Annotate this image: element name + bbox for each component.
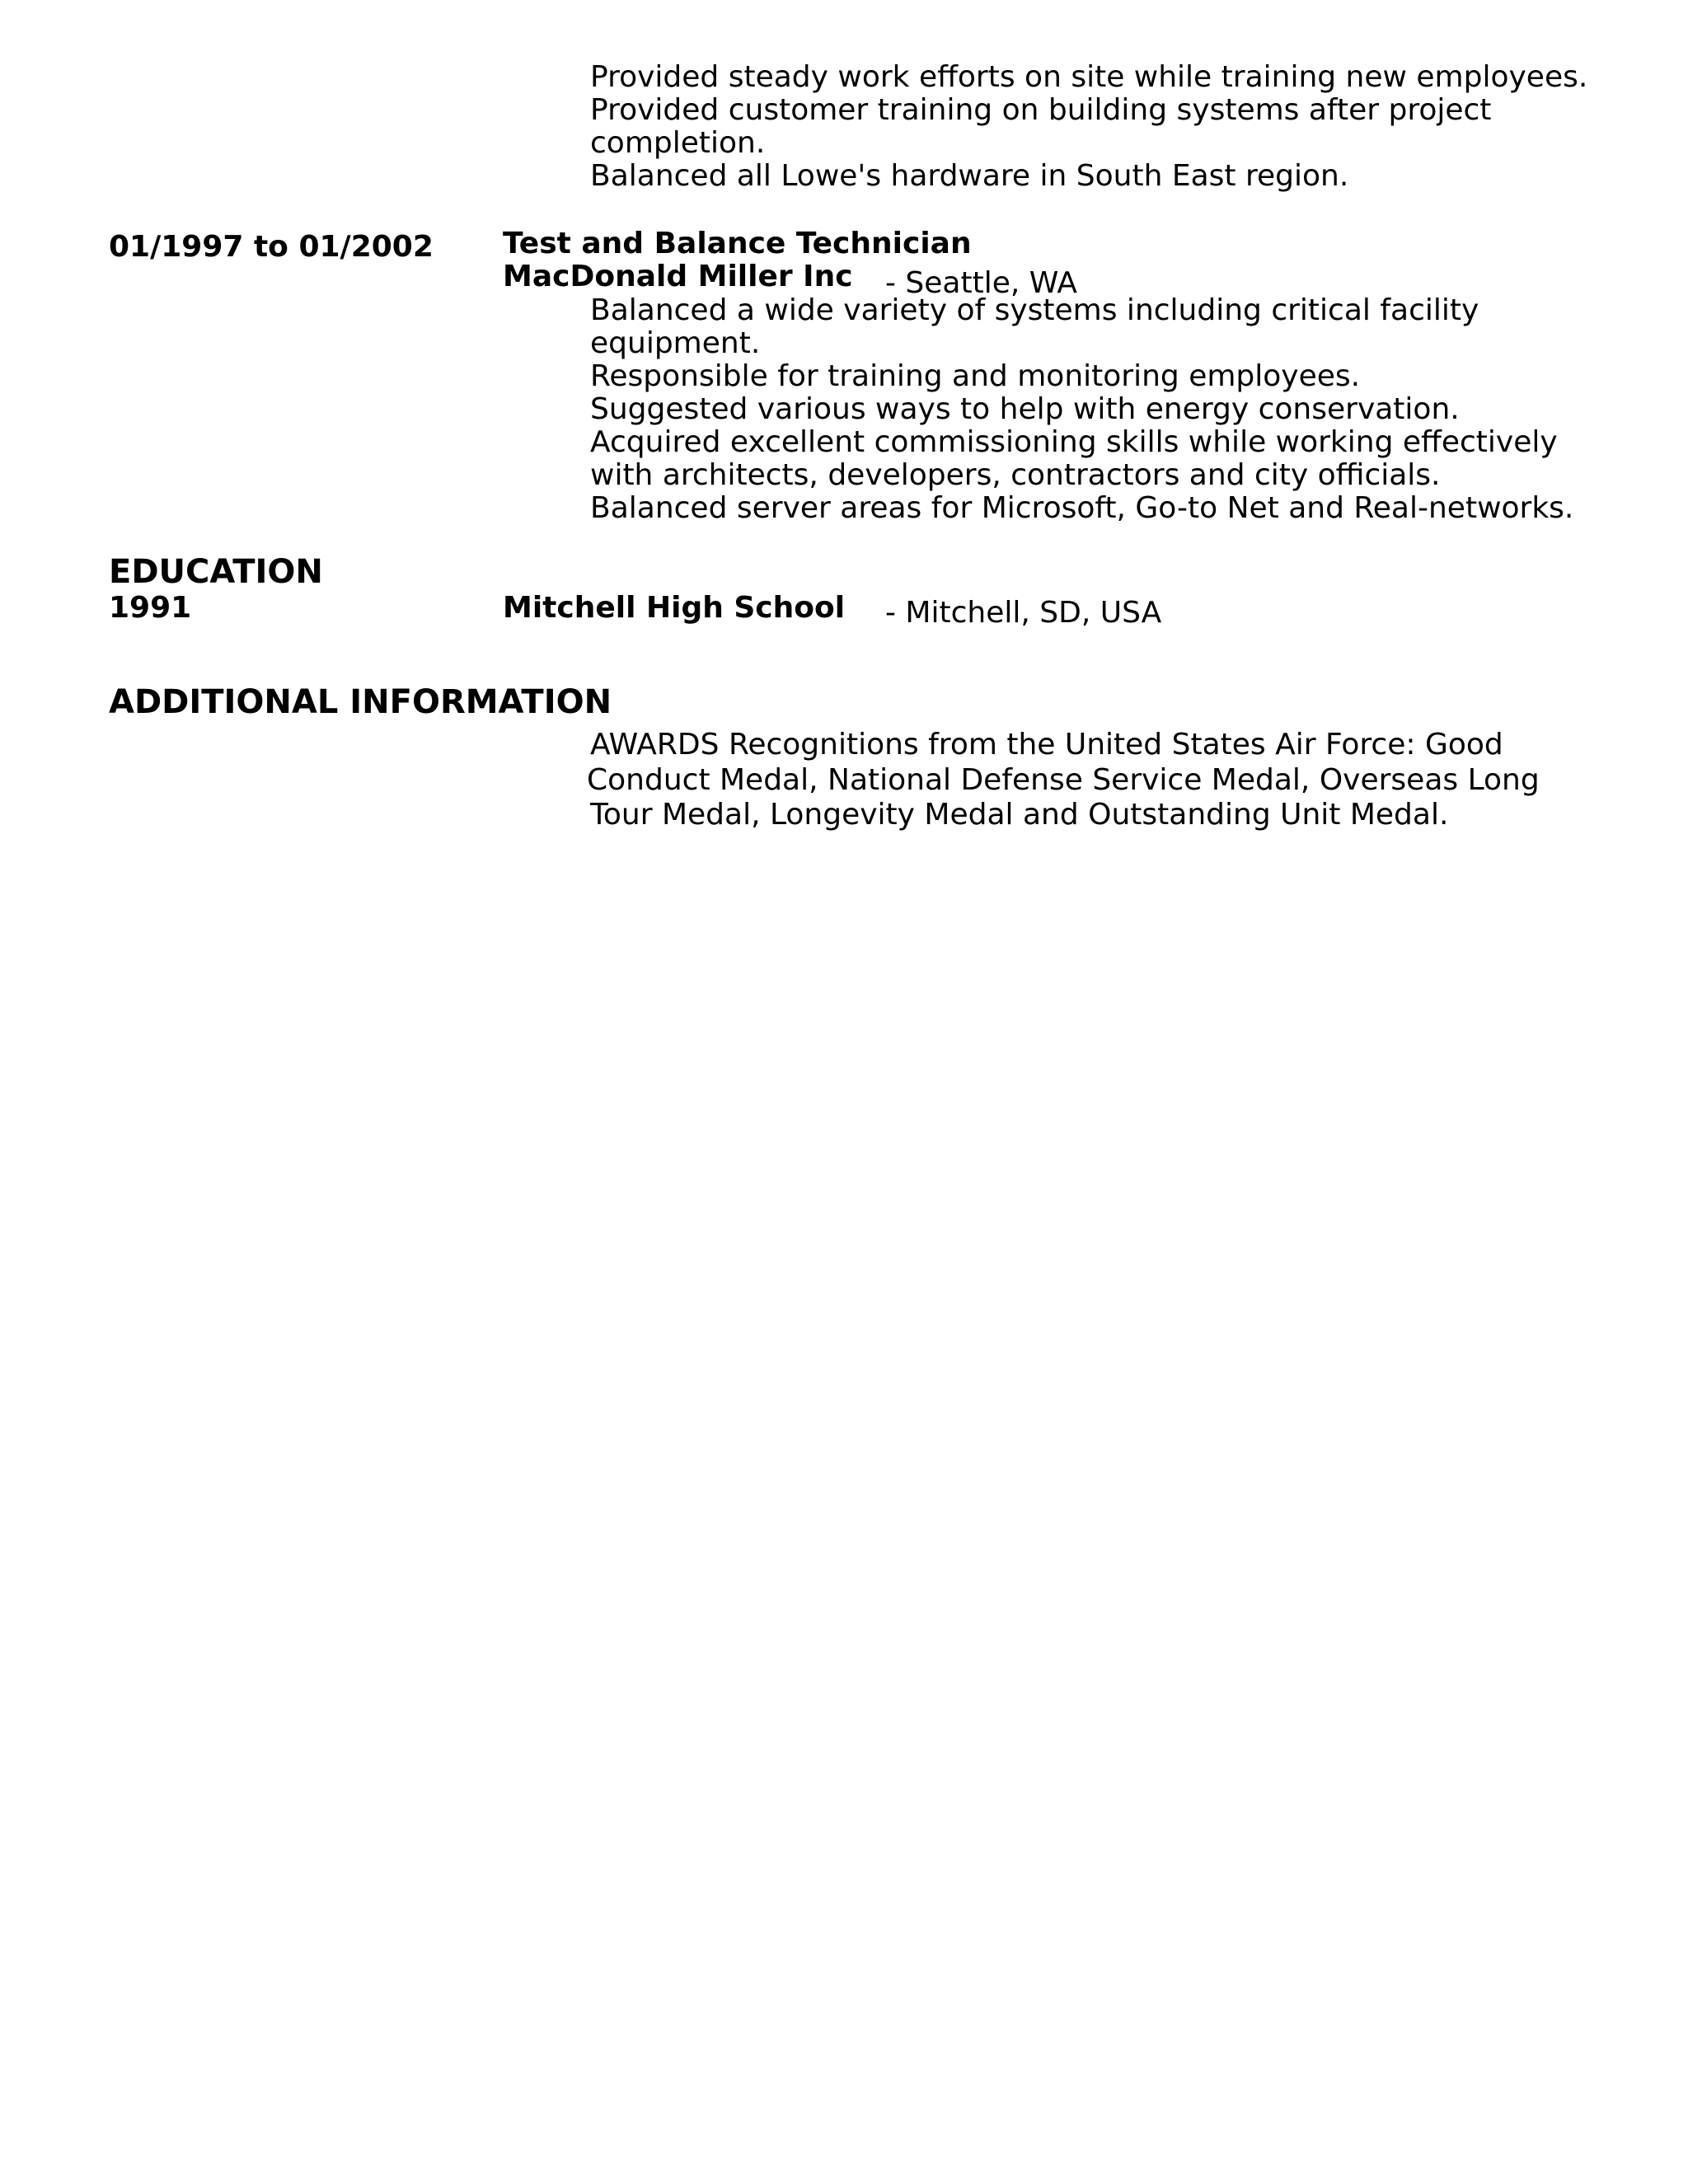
awards-line: AWARDS Recognitions from the United States Air Force: Good bbox=[590, 728, 1503, 762]
company-location: - Seattle, WA bbox=[885, 266, 1078, 300]
job-duties bbox=[590, 294, 1573, 525]
job-title: Test and Balance Technician bbox=[503, 227, 972, 260]
duty-line: Balanced all Lowe's hardware in South East region. bbox=[590, 159, 1349, 193]
duty-line: with architects, developers, contractors and city officials. bbox=[590, 458, 1441, 492]
duty-line: Balanced a wide variety of systems including critical facility bbox=[590, 293, 1479, 327]
duty-line: Responsible for training and monitoring employees. bbox=[590, 359, 1361, 393]
job-dates: 01/1997 to 01/2002 bbox=[109, 230, 434, 264]
education-year: 1991 bbox=[109, 591, 192, 625]
duty-line: Provided steady work efforts on site while training new employees. bbox=[590, 60, 1588, 94]
duty-line: Acquired excellent commissioning skills while working effectively bbox=[590, 425, 1558, 459]
awards-line: Conduct Medal, National Defense Service Medal, Overseas Long bbox=[587, 763, 1540, 797]
duty-line: Provided customer training on building systems after project bbox=[590, 93, 1492, 127]
company-name: MacDonald Miller Inc bbox=[503, 260, 853, 293]
education-heading: EDUCATION bbox=[109, 553, 323, 591]
previous-job-duties bbox=[590, 61, 1587, 193]
duty-line: Suggested various ways to help with energy conservation. bbox=[590, 392, 1460, 426]
duty-line: Balanced server areas for Microsoft, Go-to Net and Real-networks. bbox=[590, 491, 1574, 525]
awards-line: Tour Medal, Longevity Medal and Outstanding Unit Medal. bbox=[590, 798, 1449, 832]
additional-info-heading: ADDITIONAL INFORMATION bbox=[109, 683, 612, 721]
school-name: Mitchell High School bbox=[503, 591, 846, 625]
duty-line: equipment. bbox=[590, 326, 761, 360]
duty-line: completion. bbox=[590, 126, 766, 160]
school-location: - Mitchell, SD, USA bbox=[885, 596, 1162, 630]
